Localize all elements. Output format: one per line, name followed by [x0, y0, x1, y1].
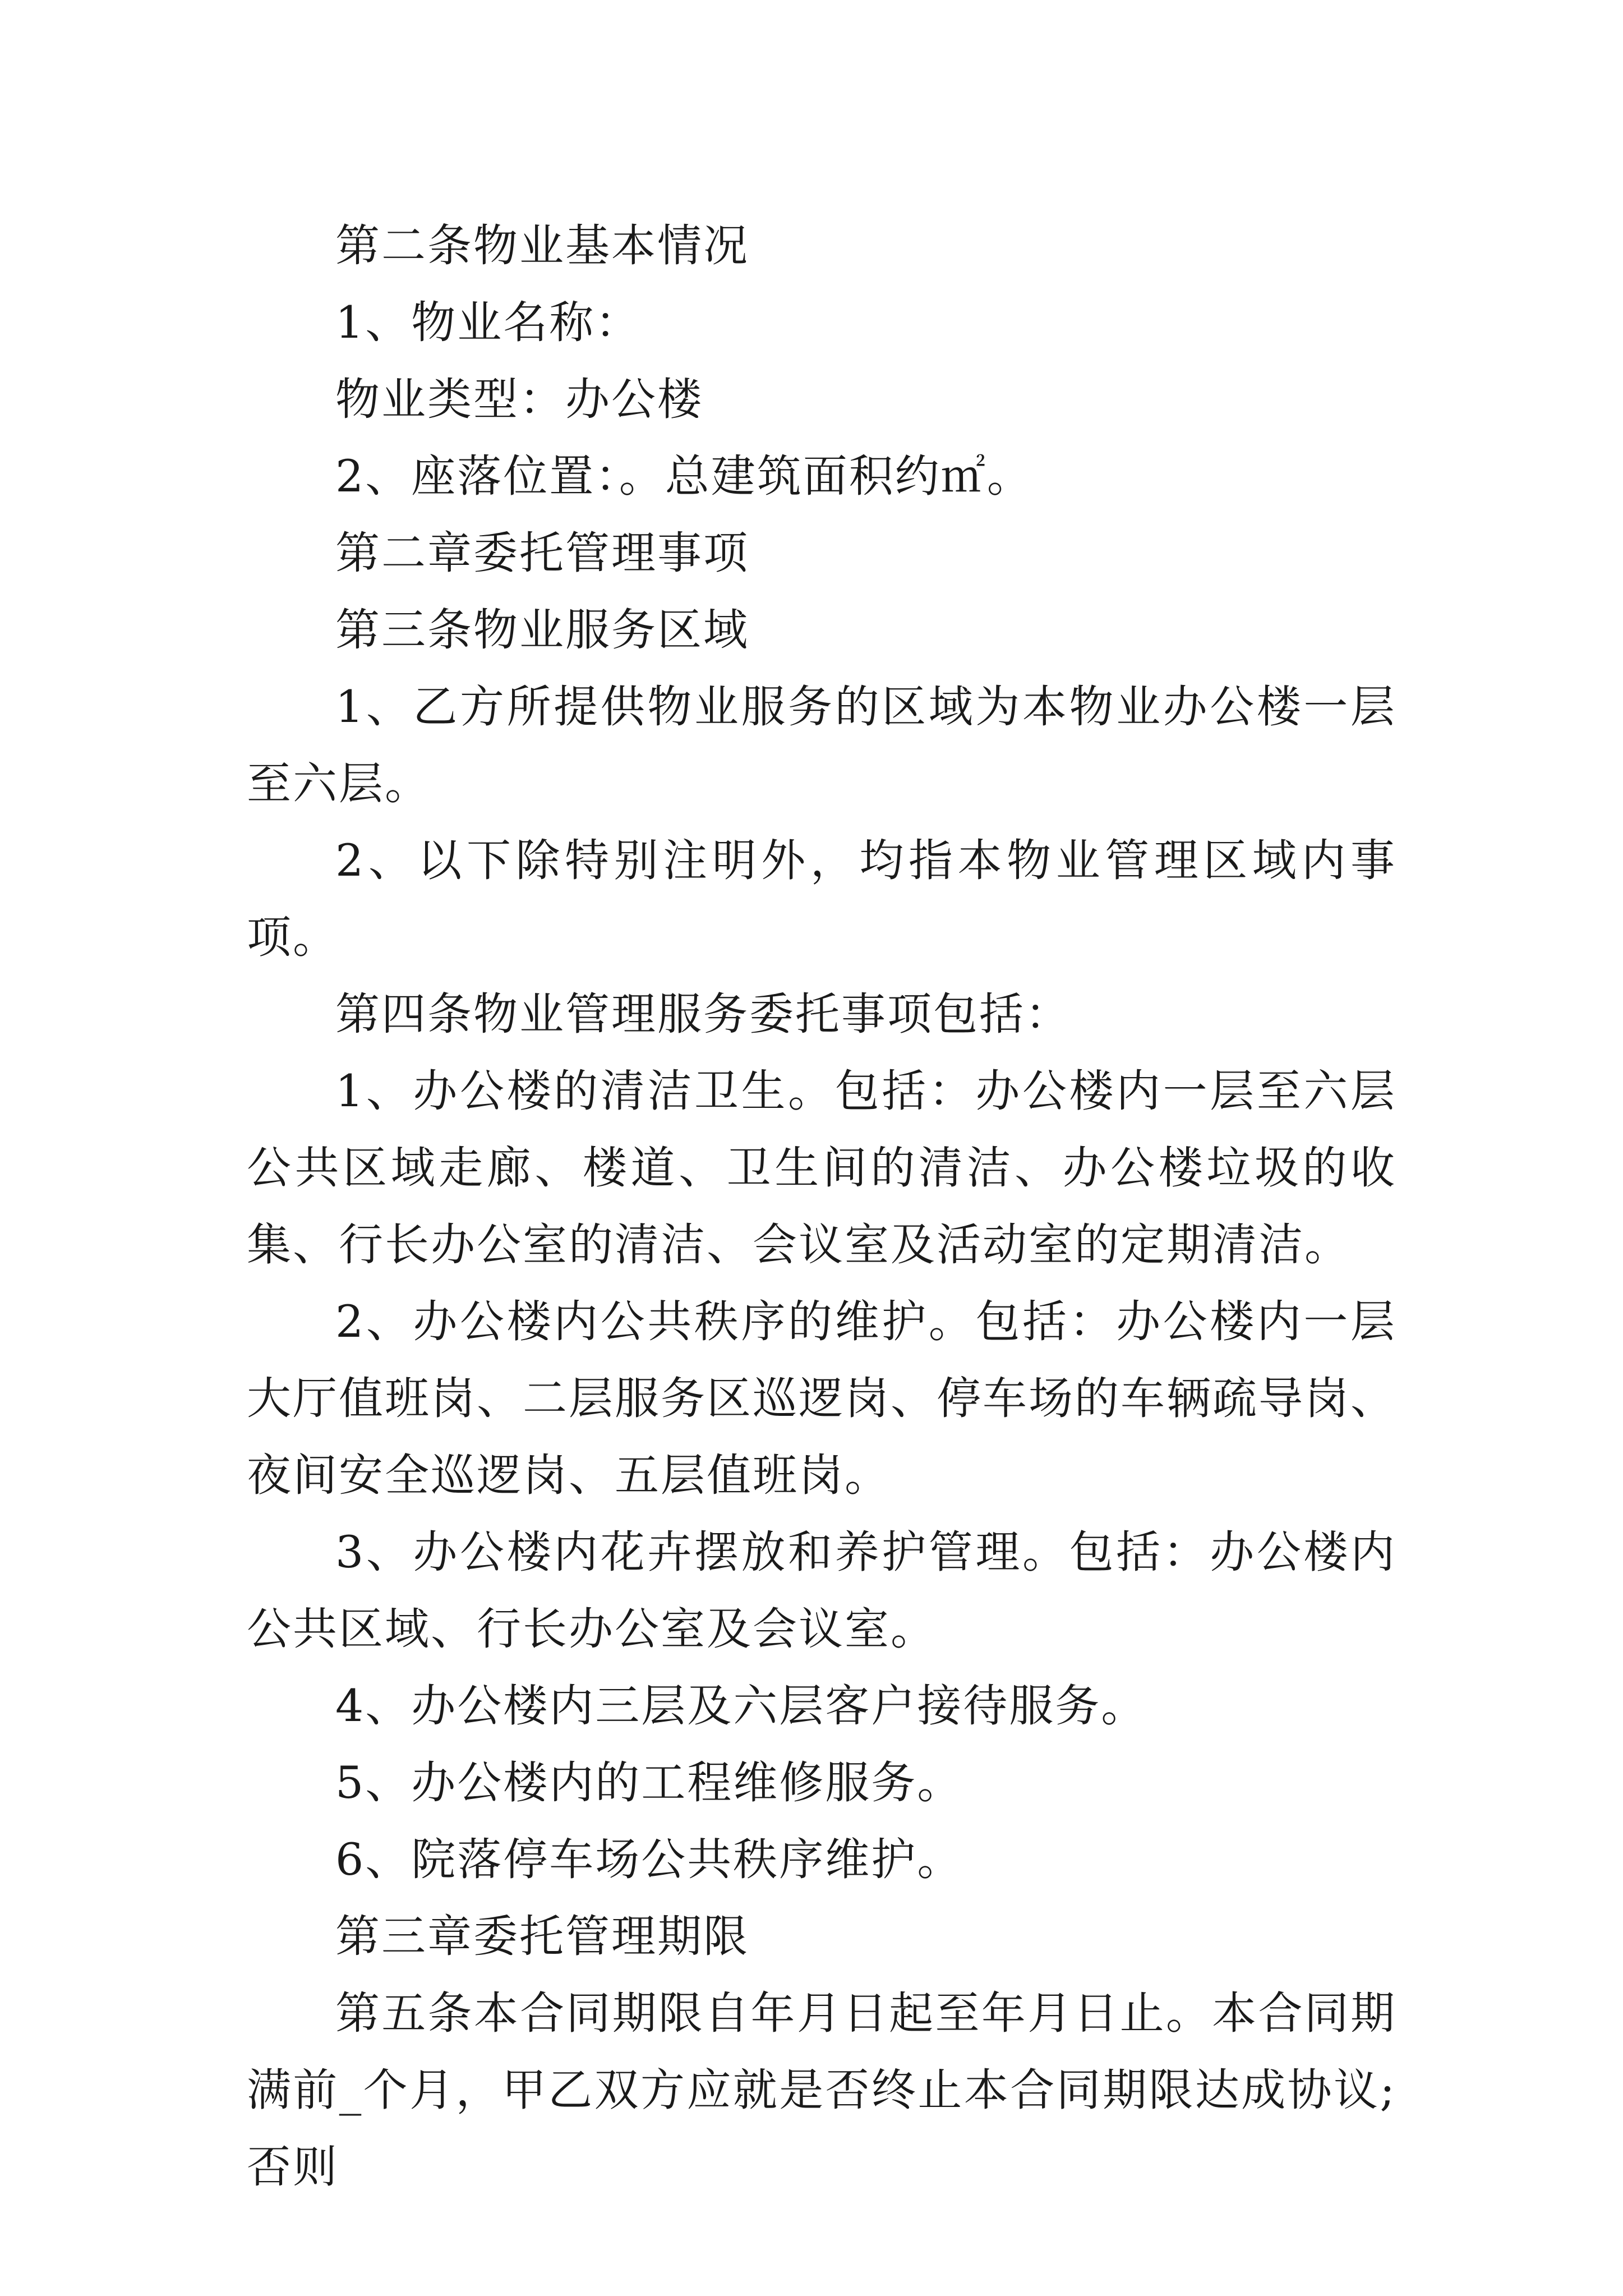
paragraph-property-name: 1、物业名称： — [335, 297, 642, 348]
paragraph-item-order: 2、办公楼内公共秩序的维护。包括：办公楼内一层大厅值班岗、二层服务区巡逻岗、停车场的车辆疏导岗、夜间安全巡逻岗、五层值班岗。 — [247, 1296, 1396, 1501]
heading-chapter-3: 第三章委托管理期限 — [335, 1911, 749, 1962]
heading-article-2: 第二条物业基本情况 — [335, 220, 749, 272]
document-body — [247, 208, 1396, 2206]
heading-article-3: 第三条物业服务区域 — [335, 604, 749, 656]
paragraph-item-maintenance: 5、办公楼内的工程维修服务。 — [335, 1757, 963, 1809]
paragraph-location: 2、座落位置：。总建筑面积约㎡。 — [335, 450, 1033, 502]
heading-chapter-2: 第二章委托管理事项 — [335, 527, 749, 579]
paragraph-item-parking: 6、院落停车场公共秩序维护。 — [335, 1834, 963, 1885]
paragraph-service-area-2: 2、以下除特别注明外，均指本物业管理区域内事项。 — [247, 835, 1396, 963]
heading-article-4: 第四条物业管理服务委托事项包括： — [335, 988, 1071, 1040]
paragraph-item-reception: 4、办公楼内三层及六层客户接待服务。 — [335, 1680, 1147, 1732]
paragraph-item-plants: 3、办公楼内花卉摆放和养护管理。包括：办公楼内公共区域、行长办公室及会议室。 — [247, 1526, 1396, 1655]
paragraph-article-5: 第五条本合同期限自年月日起至年月日止。本合同期满前_个月，甲乙双方应就是否终止本合同期限达成协议;否则 — [247, 1987, 1396, 2193]
paragraph-property-type: 物业类型：办公楼 — [335, 374, 703, 425]
paragraph-item-cleaning: 1、办公楼的清洁卫生。包括：办公楼内一层至六层公共区域走廊、楼道、卫生间的清洁、办公楼垃圾的收集、行长办公室的清洁、会议室及活动室的定期清洁。 — [247, 1065, 1396, 1271]
paragraph-service-area-1: 1、乙方所提供物业服务的区域为本物业办公楼一层至六层。 — [247, 681, 1396, 809]
